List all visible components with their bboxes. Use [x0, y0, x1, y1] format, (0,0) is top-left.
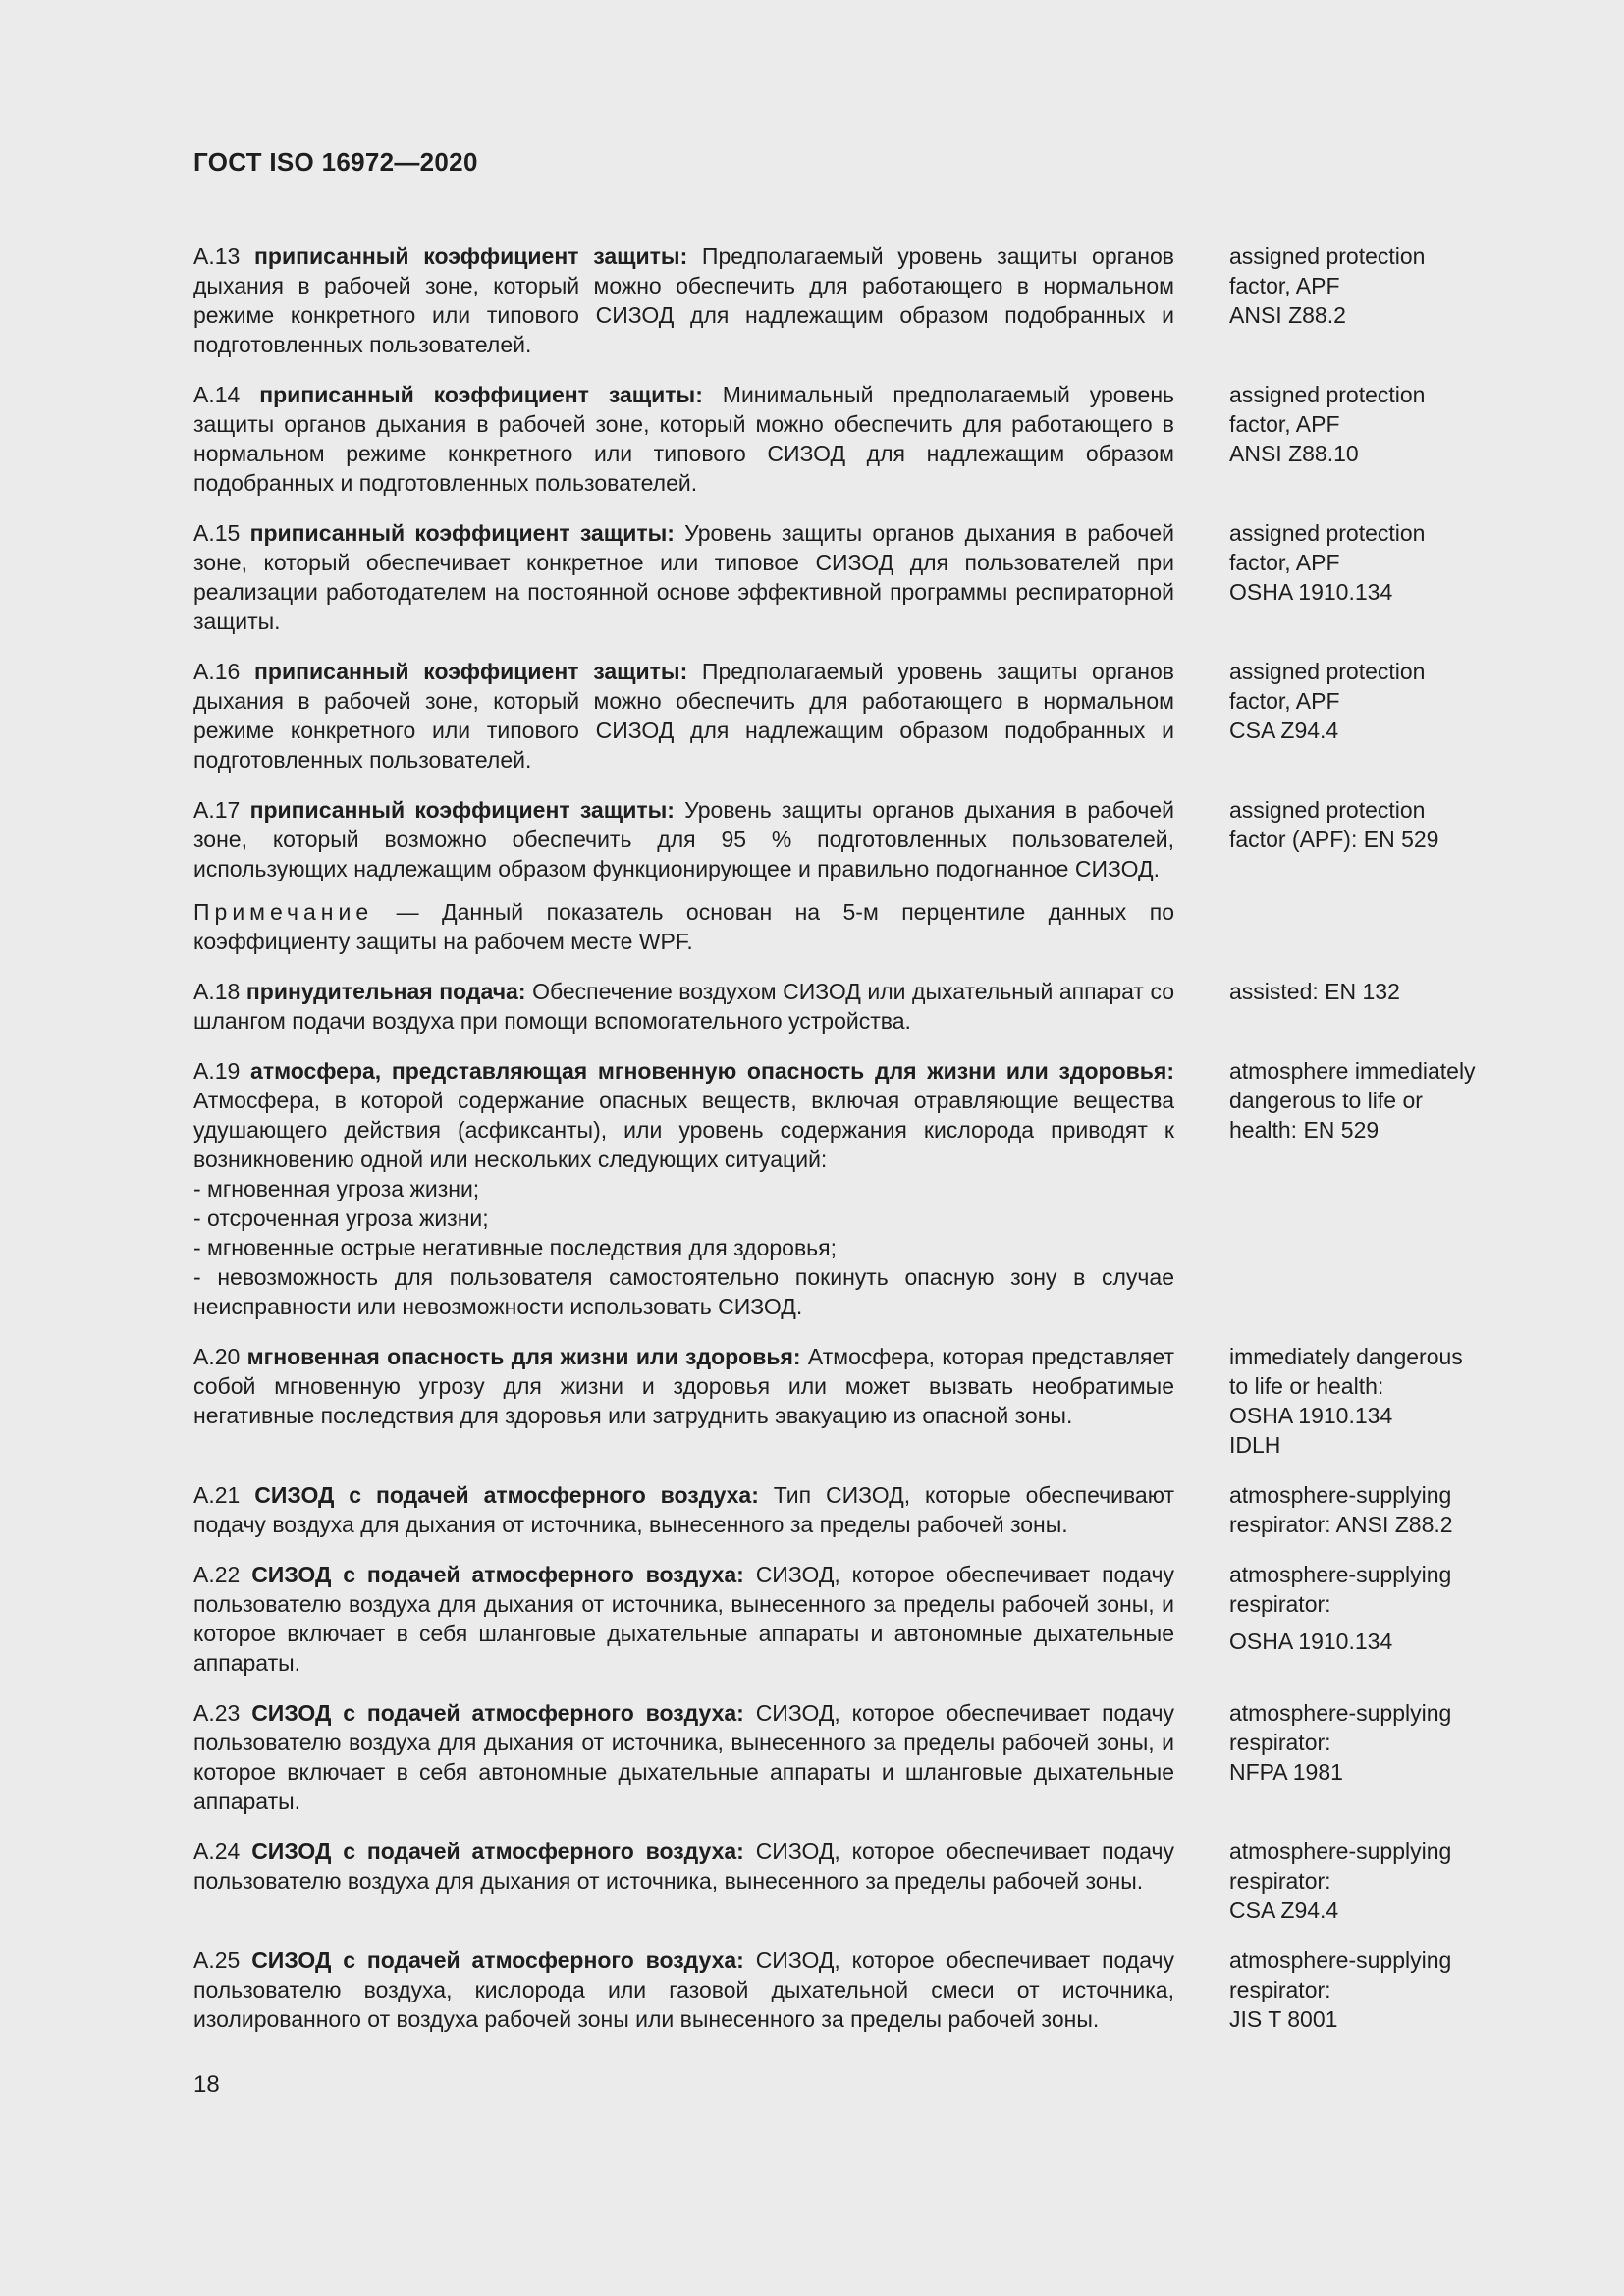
english-source-line: OSHA 1910.134 — [1229, 1403, 1393, 1428]
term-text: Предполагаемый уровень защиты органов дыхания в рабочей зоне, который можно обеспечить для работающего в нормальном режиме конкретного или типового СИЗОД для надлежащим образом подобранных и подготовленных пользователей. — [193, 659, 1175, 773]
term-entry-a25 — [193, 1946, 1504, 2034]
term-number: А.21 — [193, 1482, 241, 1508]
english-term-line: factor (APF): EN 529 — [1229, 827, 1439, 852]
term-entry-a23 — [193, 1698, 1504, 1816]
term-number: А.25 — [193, 1948, 241, 1973]
english-equivalent — [1229, 1946, 1504, 2034]
english-term-line: assigned protection — [1229, 382, 1426, 407]
page-number: 18 — [193, 2071, 220, 2098]
term-number: А.23 — [193, 1700, 241, 1726]
term-name: приписанный коэффициент защиты: — [259, 382, 703, 407]
english-term-line: assisted: EN 132 — [1229, 979, 1400, 1004]
term-number: А.20 — [193, 1344, 241, 1369]
english-term-line: respirator: — [1229, 1591, 1331, 1617]
term-text: СИЗОД, которое обеспечивает подачу пользователю воздуха для дыхания от источника, вынесенного за пределы рабочей зоны, и которое включает в себя автономные дыхательные аппараты и шланговые дыхательные аппараты. — [193, 1700, 1174, 1814]
note-block — [193, 897, 1504, 956]
term-text: СИЗОД, которое обеспечивает подачу пользователю воздуха, кислорода или газовой дыхательной смеси от источника, изолированного от воздуха рабочей зоны или вынесенного за пределы рабочей зоны. — [193, 1948, 1174, 2032]
english-equivalent — [1229, 518, 1504, 636]
english-source-line: NFPA 1981 — [1229, 1759, 1343, 1785]
note-text — [193, 897, 1174, 956]
term-definition — [193, 380, 1174, 498]
english-term-line: atmosphere-supplying — [1229, 1948, 1452, 1973]
term-number: А.14 — [193, 382, 241, 407]
list-item: - мгновенная угроза жизни; — [193, 1176, 480, 1201]
term-number: А.13 — [193, 243, 241, 269]
term-name: СИЗОД с подачей атмосферного воздуха: — [251, 1839, 744, 1864]
term-name: мгновенная опасность для жизни или здоровья: — [246, 1344, 801, 1369]
english-term-line: assigned protection — [1229, 243, 1426, 269]
english-equivalent — [1229, 1837, 1504, 1925]
english-term-line: immediately dangerous — [1229, 1344, 1463, 1369]
english-equivalent — [1229, 1480, 1504, 1539]
english-term-line: assigned protection — [1229, 797, 1426, 823]
term-text: СИЗОД, которое обеспечивает подачу пользователю воздуха для дыхания от источника, вынесенного за пределы рабочей зоны, и которое включает в себя шланговые дыхательные аппараты и автономные дыхательные аппараты. — [193, 1562, 1174, 1676]
english-term-line: factor, APF — [1229, 273, 1340, 298]
term-text: Атмосфера, в которой содержание опасных веществ, включая отравляющие вещества удушающего действия (асфиксанты), или уровень содержания кислорода приводят к возникновению одной или нескольких следующих ситуаций: — [193, 1088, 1174, 1172]
term-entry-a13 — [193, 241, 1504, 359]
english-source-line: CSA Z94.4 — [1229, 718, 1339, 743]
english-term-line: factor, APF — [1229, 688, 1340, 714]
english-source-line: health: EN 529 — [1229, 1117, 1380, 1143]
term-definition — [193, 795, 1174, 883]
term-number: А.18 — [193, 979, 241, 1004]
page-header: ГОСТ ISO 16972—2020 — [193, 147, 478, 177]
term-text: Тип СИЗОД, которые обеспечивают подачу воздуха для дыхания от источника, вынесенного за пределы рабочей зоны. — [193, 1482, 1174, 1537]
term-name: СИЗОД с подачей атмосферного воздуха: — [251, 1948, 744, 1973]
term-name: атмосфера, представляющая мгновенную опасность для жизни или здоровья: — [250, 1058, 1175, 1084]
english-term-line: atmosphere-supplying — [1229, 1700, 1452, 1726]
english-term-line: factor, APF — [1229, 411, 1340, 437]
term-name: принудительная подача: — [245, 979, 526, 1004]
term-name: приписанный коэффициент защиты: — [254, 659, 688, 684]
english-term-line: respirator: — [1229, 1977, 1331, 2002]
term-entry-a22 — [193, 1560, 1504, 1678]
english-source-line: respirator: ANSI Z88.2 — [1229, 1512, 1453, 1537]
terms-list — [193, 241, 1504, 2055]
term-entry-a19 — [193, 1056, 1504, 1321]
term-entry-a14 — [193, 380, 1504, 498]
term-definition — [193, 1698, 1174, 1816]
english-equivalent — [1229, 657, 1504, 774]
term-name: приписанный коэффициент защиты: — [254, 243, 688, 269]
english-term-line: to life or health: — [1229, 1373, 1384, 1399]
list-item: - отсроченная угроза жизни; — [193, 1205, 489, 1231]
term-name: приписанный коэффициент защиты: — [249, 520, 675, 546]
term-entry-a18 — [193, 977, 1504, 1036]
english-term-line: respirator: — [1229, 1730, 1331, 1755]
term-definition — [193, 657, 1174, 774]
english-term-line: dangerous to life or — [1229, 1088, 1423, 1113]
english-equivalent — [1229, 1698, 1504, 1816]
term-definition — [193, 1560, 1174, 1678]
english-equivalent — [1229, 1560, 1504, 1678]
english-equivalent — [1229, 1342, 1504, 1460]
english-term-line: factor, APF — [1229, 550, 1340, 575]
english-term-line: atmosphere-supplying — [1229, 1482, 1452, 1508]
term-definition — [193, 1946, 1174, 2034]
term-text: Уровень защиты органов дыхания в рабочей зоне, который обеспечивает конкретное или типовое СИЗОД для пользователей при реализации работодателем на постоянной основе эффективной программы респираторной защиты. — [193, 520, 1175, 634]
term-entry-a16 — [193, 657, 1504, 774]
english-term-line: respirator: — [1229, 1868, 1331, 1894]
term-number: А.19 — [193, 1058, 241, 1084]
term-text: Предполагаемый уровень защиты органов дыхания в рабочей зоне, который можно обеспечить для работающего в нормальном режиме конкретного или типового СИЗОД для надлежащим образом подобранных и подготовленных пользователей. — [193, 243, 1175, 357]
english-source-line: CSA Z94.4 — [1229, 1897, 1339, 1923]
term-text: Обеспечение воздухом СИЗОД или дыхательный аппарат со шлангом подачи воздуха при помощи вспомогательного устройства. — [193, 979, 1175, 1034]
term-number: А.17 — [193, 797, 241, 823]
english-source-line: OSHA 1910.134 — [1229, 1629, 1393, 1654]
term-definition — [193, 241, 1174, 359]
term-name: СИЗОД с подачей атмосферного воздуха: — [251, 1700, 744, 1726]
term-entry-a20 — [193, 1342, 1504, 1460]
term-text: Минимальный предполагаемый уровень защиты органов дыхания в рабочей зоне, который можно обеспечить для работающего в нормальном режиме конкретного или типового СИЗОД для надлежащим образом подобранных и подготовленных пользователей. — [193, 382, 1175, 496]
english-term-line: atmosphere immediately — [1229, 1058, 1476, 1084]
term-entry-a15 — [193, 518, 1504, 636]
note-label: Примечание — [193, 899, 374, 925]
english-abbreviation-line: IDLH — [1229, 1432, 1281, 1458]
term-definition — [193, 1342, 1174, 1460]
english-source-line: ANSI Z88.2 — [1229, 302, 1346, 328]
term-definition — [193, 518, 1174, 636]
term-definition — [193, 1056, 1174, 1321]
english-term-line: assigned protection — [1229, 659, 1426, 684]
english-equivalent — [1229, 1056, 1504, 1321]
term-number: А.24 — [193, 1839, 241, 1864]
english-term-line: atmosphere-supplying — [1229, 1839, 1452, 1864]
list-item: - невозможность для пользователя самостоятельно покинуть опасную зону в случае неисправности или невозможности использовать СИЗОД. — [193, 1264, 1174, 1319]
term-definition — [193, 1480, 1174, 1539]
english-source-line: ANSI Z88.10 — [1229, 441, 1359, 466]
term-entry-a17 — [193, 795, 1504, 883]
note-body: — Данный показатель основан на 5-м перцентиле данных по коэффициенту защиты на рабочем месте WPF. — [193, 899, 1174, 954]
term-number: А.22 — [193, 1562, 241, 1587]
english-term-line: assigned protection — [1229, 520, 1426, 546]
term-number: А.16 — [193, 659, 241, 684]
english-equivalent — [1229, 795, 1504, 883]
list-item: - мгновенные острые негативные последствия для здоровья; — [193, 1235, 838, 1260]
term-name: СИЗОД с подачей атмосферного воздуха: — [254, 1482, 759, 1508]
english-equivalent — [1229, 380, 1504, 498]
term-entry-a21 — [193, 1480, 1504, 1539]
term-text: СИЗОД, которое обеспечивает подачу пользователю воздуха для дыхания от источника, вынесенного за пределы рабочей зоны. — [193, 1839, 1174, 1894]
english-equivalent — [1229, 977, 1504, 1036]
term-name: приписанный коэффициент защиты: — [249, 797, 675, 823]
term-number: А.15 — [193, 520, 241, 546]
term-text: Атмосфера, которая представляет собой мгновенную угрозу для жизни и здоровья или может вызвать необратимые негативные последствия для здоровья или затруднить эвакуацию из опасной зоны. — [193, 1344, 1175, 1428]
english-equivalent — [1229, 241, 1504, 359]
english-term-line: atmosphere-supplying — [1229, 1562, 1452, 1587]
term-definition — [193, 977, 1174, 1036]
english-source-line: JIS T 8001 — [1229, 2006, 1338, 2032]
term-definition — [193, 1837, 1174, 1925]
english-source-line: OSHA 1910.134 — [1229, 579, 1393, 605]
term-entry-a24 — [193, 1837, 1504, 1925]
term-text: Уровень защиты органов дыхания в рабочей зоне, который возможно обеспечить для 95 % подготовленных пользователей, использующих надлежащим образом функционирующее и правильно подогнанное СИЗОД. — [193, 797, 1175, 881]
term-name: СИЗОД с подачей атмосферного воздуха: — [251, 1562, 744, 1587]
